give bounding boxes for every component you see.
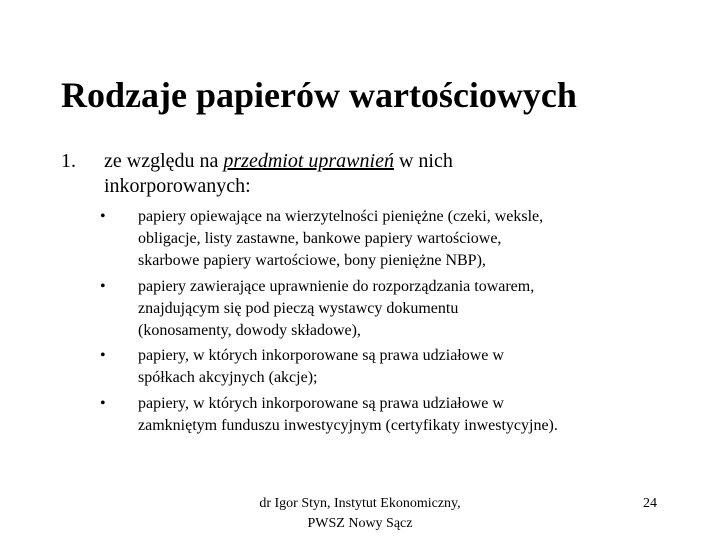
- text-after-emphasis: w nich: [393, 150, 453, 172]
- bullet-line: znajdującym się pod pieczą wystawcy dokumentu: [138, 300, 459, 317]
- bullet-icon: •: [100, 395, 106, 412]
- footer-line-1: dr Igor Styn, Instytut Ekonomiczny,: [259, 496, 461, 511]
- bullet-line: zamkniętym funduszu inwestycyjnym (certyfikaty inwestycyjne).: [138, 417, 558, 434]
- slide-title: Rodzaje papierów wartościowych: [61, 75, 577, 115]
- bullet-line: papiery opiewające na wierzytelności pieniężne (czeki, weksle,: [138, 208, 544, 225]
- bullet-text: [138, 206, 673, 272]
- bullet-icon: •: [100, 347, 106, 364]
- bullet-icon: •: [100, 208, 106, 225]
- text-before-emphasis: ze względu na: [104, 150, 224, 172]
- bullet-icon: •: [100, 278, 106, 295]
- bullet-line: papiery, w których inkorporowane są prawa udziałowe w: [138, 347, 504, 364]
- bullet-text: [138, 345, 673, 389]
- bullet-line: obligacje, listy zastawne, bankowe papiery wartościowe,: [138, 230, 502, 247]
- bullet-line: papiery zawierające uprawnienie do rozporządzania towarem,: [138, 278, 535, 295]
- emphasized-phrase: przedmiot uprawnień: [223, 150, 394, 172]
- bullet-text: [138, 393, 673, 437]
- bullet-line: skarbowe papiery wartościowe, bony pieniężne NBP),: [138, 252, 486, 269]
- bullet-line: papiery, w których inkorporowane są prawa udziałowe w: [138, 395, 504, 412]
- page-number: 24: [643, 496, 657, 511]
- footer-line-2: PWSZ Nowy Sącz: [307, 516, 413, 531]
- bullet-line: (konosamenty, dowody składowe),: [138, 322, 361, 339]
- bullet-text: [138, 276, 673, 342]
- list-number: 1.: [61, 150, 76, 172]
- list-item-line-2: inkorporowanych:: [104, 175, 251, 197]
- slide-footer: [230, 494, 490, 534]
- bullet-line: spółkach akcyjnych (akcje);: [138, 369, 318, 386]
- list-item-text: [104, 149, 644, 199]
